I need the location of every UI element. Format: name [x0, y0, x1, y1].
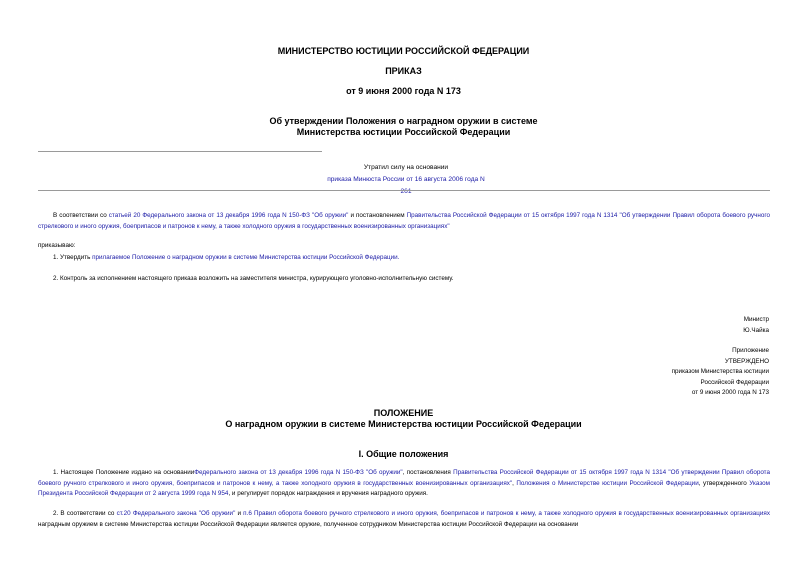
order-title-line2: Министерства юстиции Российской Федерации	[296, 127, 511, 137]
item-1-text: 1. Утвердить	[53, 254, 93, 261]
appendix-line: Российской Федерации	[700, 378, 769, 386]
item-2-text: 2. Контроль за исполнением настоящего приказа возложить на заместителя министра, курирующего уголовно-исполнительную систему.	[53, 275, 454, 282]
appendix-line: УТВЕРЖДЕНО	[724, 357, 769, 365]
preamble-paragraph	[38, 211, 770, 232]
law-link[interactable]: Федерального закона от 13 декабря 1996 года N 150-ФЗ "Об оружии"	[194, 469, 403, 476]
status-note	[322, 162, 490, 198]
appendix-block	[672, 346, 769, 399]
divider-long	[38, 190, 770, 191]
government-decree-link[interactable]: Правительства Российской Федерации от 15 октября 1997 года N 1314 "Об утверждении Правил оборота боевого ручного стрелкового и иного оружия, боеприпасов и патронов к нему, а также холодного оружия в государственных военизированных организациях"	[38, 212, 770, 230]
paragraph-text: , утвержденного	[698, 479, 750, 487]
order-title-line1: Об утверждении Положения о наградном оружии в системе	[269, 116, 538, 126]
regulation-link[interactable]: прилагаемое Положение о наградном оружии в системе Министерства юстиции Российской Федерации.	[92, 254, 400, 261]
paragraph-text: наградным оружием в системе Министерства юстиции Российской Федерации является оружие, полученное сотрудником Министерства юстиции Российской Федерации на основании	[38, 520, 579, 528]
date-number-heading: от 9 июня 2000 года N 173	[346, 86, 461, 96]
section-heading: I. Общие положения	[358, 449, 449, 459]
signature-position: Министр	[743, 316, 769, 323]
appendix-line: от 9 июня 2000 года N 173	[691, 389, 769, 396]
government-decree-link[interactable]: Правительства Российской Федерации от 15 октября 1997 года N 1314 "Об утверждении Правил оборота боевого ручного стрелкового и иного оружия, боеприпасов и патронов к нему, а также холодного оружия в государственных военизированных организациях"	[38, 469, 771, 487]
appendix-line: Приложение	[732, 347, 769, 354]
paragraph-text: 2. В соответствии со	[53, 510, 117, 517]
appendix-line: приказом Министерства юстиции	[671, 368, 769, 375]
law-article-link[interactable]: ст.20 Федерального закона "Об оружии"	[116, 510, 236, 517]
ministry-regulation-link[interactable]: Положения о Министерстве юстиции Российской Федерации	[516, 479, 699, 487]
regulation-title: ПОЛОЖЕНИЕ	[373, 408, 434, 418]
paragraph-text: , постановления	[402, 469, 454, 476]
paragraph-text: 1. Настоящее Положение издано на основании	[53, 469, 195, 476]
paragraph-text: и	[235, 510, 244, 517]
preamble-text: и постановлением	[348, 212, 407, 219]
order-word: приказываю:	[38, 242, 76, 249]
law-link[interactable]: статьей 20 Федерального закона от 13 декабря 1996 года N 150-ФЗ "Об оружии"	[108, 212, 349, 219]
paragraph-text: ,	[512, 479, 517, 487]
signature-block	[743, 315, 769, 336]
doc-type-heading: ПРИКАЗ	[385, 66, 422, 76]
ministry-heading: МИНИСТЕРСТВО ЮСТИЦИИ РОССИЙСКОЙ ФЕДЕРАЦИИ	[277, 46, 530, 56]
presidential-decree-link[interactable]: Указом Президента Российской Федерации от 2 августа 1999 года N 954	[38, 479, 770, 497]
divider-short	[38, 151, 322, 152]
item-1	[38, 253, 770, 264]
regulation-paragraph-2	[38, 509, 770, 530]
status-note-text: Утратил силу на основании	[363, 164, 449, 171]
regulation-paragraph-1	[38, 468, 770, 500]
preamble-text: В соответствии со	[53, 212, 109, 219]
signature-name: Ю.Чайка	[743, 326, 769, 334]
paragraph-text: , и регулирует порядок награждения и вручения наградного оружия.	[228, 490, 428, 497]
regulation-subtitle: О наградном оружии в системе Министерства юстиции Российской Федерации	[225, 419, 582, 429]
item-2	[38, 274, 770, 285]
rules-link[interactable]: п.6 Правил оборота боевого ручного стрелкового и иного оружия, боеприпасов и патронов к нему, а также холодного оружия в государственных военизированных организациях	[243, 510, 770, 517]
status-note-link[interactable]: приказа Минюста России от 16 августа 2006 года N 261	[327, 176, 485, 195]
